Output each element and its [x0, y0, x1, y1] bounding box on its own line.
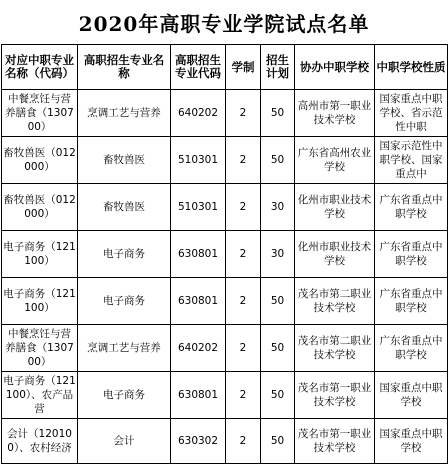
- cell-major-code: 630801: [171, 278, 226, 325]
- cell-major-code: 510301: [171, 137, 226, 184]
- header-cell-partner-school: 协办中职学校: [295, 45, 375, 90]
- cell-higher-major: 电子商务: [78, 231, 171, 278]
- cell-major-code: 640202: [171, 325, 226, 372]
- header-cell-enrollment: 招生计划: [261, 45, 295, 90]
- cell-enrollment: 30: [261, 184, 295, 231]
- page-title: 2020年高职专业学院试点名单: [78, 11, 370, 36]
- cell-secondary-major: 畜牧兽医（012000）: [2, 184, 78, 231]
- table-row: [2, 184, 448, 231]
- cell-duration: 2: [226, 419, 261, 464]
- cell-major-code: 630801: [171, 231, 226, 278]
- cell-school-type: [375, 90, 448, 137]
- cell-duration: 2: [226, 231, 261, 278]
- cell-higher-major: 畜牧兽医: [78, 137, 171, 184]
- cell-higher-major: 畜牧兽医: [78, 184, 171, 231]
- cell-school-type: [375, 325, 448, 372]
- cell-partner-school: 高州市第一职业技术学校: [295, 90, 375, 137]
- cell-partner-school: 茂名市第二职业技术学校: [295, 325, 375, 372]
- cell-school-type: [375, 184, 448, 231]
- cell-major-code: 630302: [171, 419, 226, 464]
- cell-duration: 2: [226, 184, 261, 231]
- cell-secondary-major: 中餐烹饪与营养膳食（130700）: [2, 325, 78, 372]
- cell-secondary-major: 电子商务（121100）: [2, 231, 78, 278]
- header-cell-school-type: 中职学校性质: [375, 45, 448, 90]
- cell-school-type-text: 广东省重点中职学校: [379, 288, 443, 314]
- table-row: [2, 137, 448, 184]
- cell-higher-major: 烹调工艺与营养: [78, 325, 171, 372]
- table-row: [2, 231, 448, 278]
- cell-school-type-text: 广东省重点中职学校: [379, 335, 443, 361]
- cell-enrollment: 50: [261, 372, 295, 419]
- header-row: [2, 45, 448, 90]
- table-row: [2, 419, 448, 464]
- header-cell-secondary-major: 对应中职专业名称（代码）: [2, 45, 78, 90]
- cell-school-type: [375, 419, 448, 464]
- cell-school-type: [375, 137, 448, 184]
- cell-higher-major: 烹调工艺与营养: [78, 90, 171, 137]
- cell-school-type: [375, 278, 448, 325]
- cell-secondary-major: 会计（120100）、农村经济: [2, 419, 78, 464]
- cell-major-code: 640202: [171, 90, 226, 137]
- table-row: [2, 372, 448, 419]
- cell-partner-school: 茂名市第一职业技术学校: [295, 419, 375, 464]
- cell-enrollment: 50: [261, 90, 295, 137]
- cell-duration: 2: [226, 137, 261, 184]
- cell-enrollment: 50: [261, 419, 295, 464]
- cell-partner-school: 化州市职业技术学校: [295, 231, 375, 278]
- table-row: [2, 90, 448, 137]
- cell-secondary-major: 电子商务（121100）: [2, 278, 78, 325]
- cell-partner-school: 茂名市第一职业技术学校: [295, 372, 375, 419]
- cell-secondary-major: 电子商务（121100）、农产品营: [2, 372, 78, 419]
- cell-enrollment: 50: [261, 278, 295, 325]
- cell-major-code: 630801: [171, 372, 226, 419]
- cell-school-type-text: 国家重点中职学校: [379, 382, 443, 408]
- cell-major-code: 510301: [171, 184, 226, 231]
- cell-duration: 2: [226, 278, 261, 325]
- cell-partner-school: 广东省高州农业学校: [295, 137, 375, 184]
- pilot-list-table: [1, 44, 448, 464]
- header-cell-major-code: 高职招生专业代码: [171, 45, 226, 90]
- cell-school-type-text: 国家重点中职学校: [379, 428, 443, 454]
- cell-duration: 2: [226, 372, 261, 419]
- table-row: [2, 278, 448, 325]
- cell-school-type-text: 国家重点中职学校、省示范性中职: [379, 93, 443, 133]
- cell-duration: 2: [226, 325, 261, 372]
- cell-school-type-text: 广东省重点中职学校: [379, 241, 443, 267]
- cell-secondary-major: 中餐烹饪与营养膳食（130700）: [2, 90, 78, 137]
- cell-partner-school: 茂名市第二职业技术学校: [295, 278, 375, 325]
- cell-school-type: [375, 372, 448, 419]
- table-row: [2, 325, 448, 372]
- cell-school-type-text: 国家示范性中职学校、国家重点中: [379, 140, 443, 180]
- cell-partner-school: 化州市职业技术学校: [295, 184, 375, 231]
- cell-enrollment: 50: [261, 137, 295, 184]
- header-cell-duration: 学制: [226, 45, 261, 90]
- cell-school-type-text: 广东省重点中职学校: [379, 194, 443, 220]
- cell-higher-major: 电子商务: [78, 372, 171, 419]
- cell-duration: 2: [226, 90, 261, 137]
- cell-enrollment: 50: [261, 325, 295, 372]
- cell-higher-major: 会计: [78, 419, 171, 464]
- header-cell-higher-major: 高职招生专业名称: [78, 45, 171, 90]
- cell-school-type: [375, 231, 448, 278]
- cell-enrollment: 30: [261, 231, 295, 278]
- cell-secondary-major: 畜牧兽医（012000）: [2, 137, 78, 184]
- cell-higher-major: 电子商务: [78, 278, 171, 325]
